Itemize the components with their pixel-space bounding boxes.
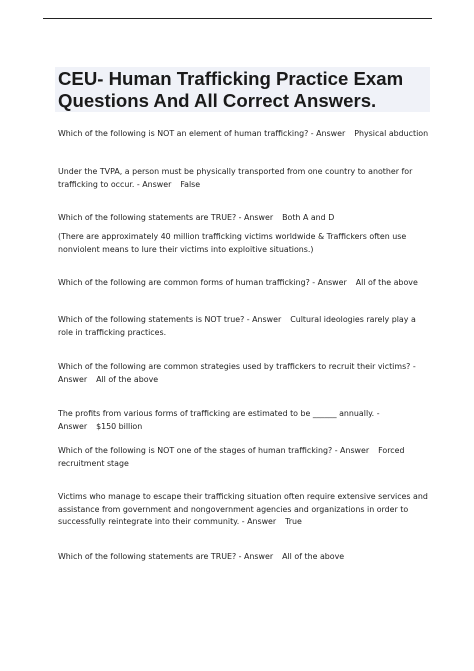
header-rule [43, 18, 432, 19]
question-text: Under the TVPA, a person must be physically transported from one country to another for trafficking to occur. - Answer [58, 167, 413, 189]
qa-item [58, 166, 430, 191]
question-text: The profits from various forms of trafficking are estimated to be ______ annually. - Answer [58, 409, 380, 431]
question-text: Which of the following is NOT one of the stages of human trafficking? - Answer [58, 446, 370, 455]
qa-item [58, 408, 430, 433]
answer-text: False [180, 179, 201, 189]
answer-text: Cultural ideologies rarely play a role in trafficking practices. [58, 315, 416, 337]
qa-item [58, 314, 430, 339]
document-title-line-2: Questions And All Correct Answers. [58, 90, 377, 111]
qa-item [58, 277, 430, 290]
question-text: Which of the following is NOT an element of human trafficking? - Answer [58, 129, 346, 138]
answer-text: All of the above [282, 552, 345, 561]
document-title-line-1: CEU- Human Trafficking Practice Exam [58, 68, 404, 89]
answer-text: All of the above [96, 374, 159, 384]
answer-text: All of the above [355, 278, 418, 287]
qa-item [58, 212, 430, 225]
answer-text: Forced recruitment stage [58, 446, 405, 468]
qa-item [58, 491, 430, 529]
answer-text: True [285, 517, 302, 526]
question-text: Victims who manage to escape their trafficking situation often require extensive services and assistance from government and nongovernment agencies and organizations in order to successfully reintegrate into their community. - Answer [58, 492, 428, 526]
answer-note: (There are approximately 40 million trafficking victims worldwide & Traffickers often use nonviolent means to lure their victims into exploitive situations.) [58, 232, 407, 254]
qa-item [58, 551, 430, 564]
qa-item [58, 445, 430, 470]
qa-item [58, 361, 430, 386]
question-text: Which of the following statements are TRUE? - Answer [58, 552, 274, 561]
question-text: Which of the following are common strategies used by traffickers to recruit their victims? - Answer [58, 362, 416, 384]
question-text: Which of the following statements are TRUE? - Answer [58, 213, 274, 222]
answer-text: Physical abduction [354, 129, 429, 138]
answer-text: Both A and D [282, 213, 335, 222]
question-text: Which of the following are common forms of human trafficking? - Answer [58, 278, 347, 287]
question-text: Which of the following statements is NOT true? - Answer [58, 315, 282, 324]
answer-text: $150 billion [96, 421, 143, 431]
qa-item [58, 128, 430, 141]
